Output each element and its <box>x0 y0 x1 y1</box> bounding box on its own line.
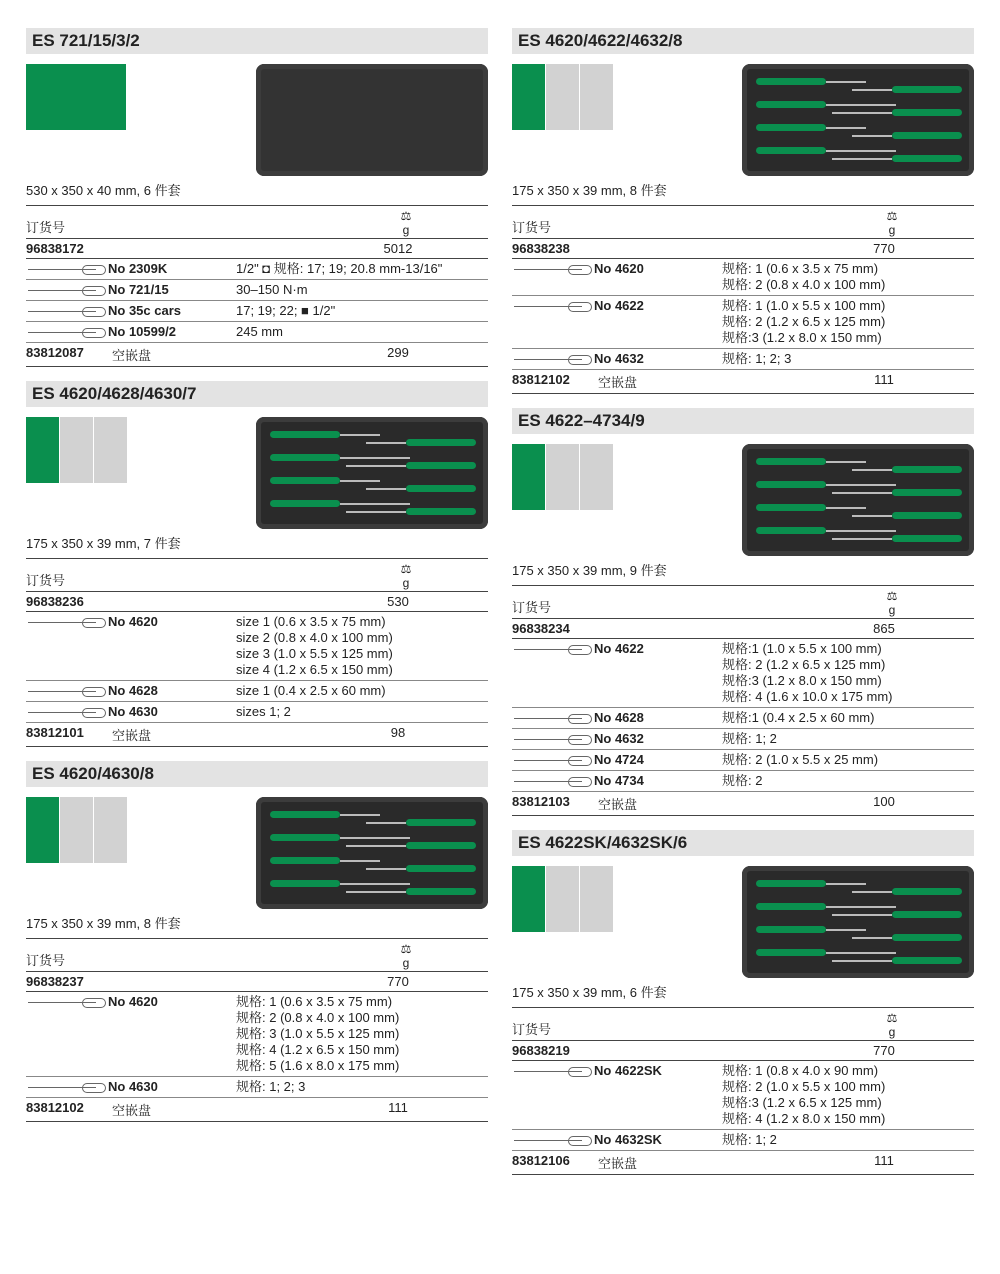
weight-value: 530 <box>387 594 409 609</box>
right-column <box>512 28 974 1189</box>
weight-value: 770 <box>387 974 409 989</box>
item-number: No 4628 <box>108 683 158 698</box>
item-number: No 721/15 <box>108 282 169 297</box>
tray-order-number: 83812106 <box>512 1153 570 1168</box>
tray-image <box>256 64 488 176</box>
item-number: No 4620 <box>594 261 644 276</box>
product-visual <box>26 417 488 552</box>
section-title: ES 4620/4622/4632/8 <box>512 28 974 54</box>
screwdriver-icon <box>26 614 108 630</box>
item-row <box>512 750 974 771</box>
weight-column <box>882 209 902 237</box>
item-spec: 30–150 N·m <box>236 282 308 297</box>
item-row <box>512 296 974 349</box>
product-section <box>26 28 488 367</box>
item-number: No 4632 <box>594 351 644 366</box>
product-section <box>26 381 488 747</box>
dimensions-text: 175 x 350 x 39 mm, 7 件套 <box>26 536 181 551</box>
order-number: 96838236 <box>26 594 84 609</box>
item-row <box>26 612 488 681</box>
item-number: No 4620 <box>108 614 158 629</box>
color-swatch <box>580 866 613 932</box>
color-swatch <box>580 444 613 510</box>
product-section <box>512 408 974 816</box>
stubby-screwdriver-icon <box>512 752 594 768</box>
tray-label: 空嵌盘 <box>112 728 152 743</box>
tray-order-number: 83812103 <box>512 794 570 809</box>
item-number: No 4724 <box>594 752 644 767</box>
dimensions-text: 175 x 350 x 39 mm, 6 件套 <box>512 985 667 1000</box>
item-spec: 规格: 1; 2 <box>722 731 777 746</box>
weight-unit: g <box>402 223 410 237</box>
product-visual <box>512 64 974 199</box>
item-row <box>512 729 974 750</box>
item-spec: 规格:1 (0.4 x 2.5 x 60 mm) <box>722 710 875 725</box>
weight-unit: g <box>402 576 410 590</box>
stubby-screwdriver-icon <box>512 773 594 789</box>
color-swatch <box>94 797 127 863</box>
item-spec: 规格: 1 (0.6 x 3.5 x 75 mm) 规格: 2 (0.8 x 4.0 x 100 mm) 规格: 3 (1.0 x 5.5 x 125 mm) 规格: 4 (1.2 x 6.5 x 150 mm) 规格: 5 (1.6 x 8.0 x 175 mm) <box>236 994 400 1073</box>
table-header <box>26 938 488 972</box>
tray-label: 空嵌盘 <box>598 797 638 812</box>
color-swatch <box>512 444 545 510</box>
dimensions-text: 175 x 350 x 39 mm, 9 件套 <box>512 563 667 578</box>
item-row <box>512 349 974 370</box>
order-number-label: 订货号 <box>26 573 66 588</box>
weight-column <box>882 1011 902 1039</box>
screwdriver-icon <box>512 641 594 657</box>
table-header <box>26 558 488 592</box>
empty-tray-row <box>26 343 488 367</box>
item-spec: 规格:1 (1.0 x 5.5 x 100 mm) 规格: 2 (1.2 x 6.5 x 125 mm) 规格:3 (1.2 x 8.0 x 150 mm) 规格: 4 (1.6 x 10.0 x 175 mm) <box>722 641 893 704</box>
tray-order-number: 83812102 <box>512 372 570 387</box>
order-number: 96838172 <box>26 241 84 256</box>
item-number: No 4632SK <box>594 1132 662 1147</box>
color-swatch <box>60 797 93 863</box>
color-swatch <box>546 444 579 510</box>
item-row <box>26 1077 488 1098</box>
item-number: No 10599/2 <box>108 324 176 339</box>
empty-tray-row <box>512 1151 974 1175</box>
item-spec: 规格: 2 <box>722 773 763 788</box>
item-spec: size 1 (0.6 x 3.5 x 75 mm) size 2 (0.8 x 4.0 x 100 mm) size 3 (1.0 x 5.5 x 125 mm) size 4 (1.2 x 6.5 x 150 mm) <box>236 614 393 677</box>
product-visual <box>512 444 974 579</box>
item-spec: size 1 (0.4 x 2.5 x 60 mm) <box>236 683 386 698</box>
order-number-label: 订货号 <box>512 600 552 615</box>
item-spec: 245 mm <box>236 324 283 339</box>
item-number: No 4622 <box>594 298 644 313</box>
color-swatch <box>546 64 579 130</box>
tray-order-number: 83812102 <box>26 1100 84 1115</box>
tray-image <box>256 417 488 529</box>
color-swatch <box>580 64 613 130</box>
item-row <box>26 259 488 280</box>
item-number: No 4628 <box>594 710 644 725</box>
order-number: 96838238 <box>512 241 570 256</box>
tray-order-number: 83812101 <box>26 725 84 740</box>
product-section <box>512 830 974 1175</box>
product-visual <box>26 797 488 932</box>
item-number: No 2309K <box>108 261 168 276</box>
item-spec: 规格: 1; 2; 3 <box>236 1079 306 1094</box>
torque-wrench-icon <box>26 282 108 298</box>
screwdriver-icon <box>26 994 108 1010</box>
item-number: No 4630 <box>108 704 158 719</box>
item-spec: 17; 19; 22; ■ 1/2" <box>236 303 336 318</box>
weight-unit: g <box>888 603 896 617</box>
empty-tray-row <box>26 1098 488 1122</box>
tray-order-number: 83812087 <box>26 345 84 360</box>
item-row <box>26 301 488 322</box>
screwdriver-icon <box>26 1079 108 1095</box>
section-title: ES 4622SK/4632SK/6 <box>512 830 974 856</box>
item-number: No 4734 <box>594 773 644 788</box>
weight-value: 770 <box>873 241 895 256</box>
order-number-label: 订货号 <box>512 1022 552 1037</box>
weight-unit: g <box>402 956 410 970</box>
empty-tray-row <box>512 792 974 816</box>
socket-icon <box>26 261 108 277</box>
screwdriver-icon <box>26 683 108 699</box>
item-number: No 4622SK <box>594 1063 662 1078</box>
order-number-label: 订货号 <box>26 220 66 235</box>
item-spec: sizes 1; 2 <box>236 704 291 719</box>
order-number: 96838219 <box>512 1043 570 1058</box>
item-number: No 35c cars <box>108 303 181 318</box>
main-order-row <box>512 619 974 639</box>
main-order-row <box>512 239 974 259</box>
screwdriver-icon <box>512 1132 594 1148</box>
main-order-row <box>512 1041 974 1061</box>
color-swatch <box>26 64 126 130</box>
section-title: ES 4620/4628/4630/7 <box>26 381 488 407</box>
rivet-plier-icon <box>26 324 108 340</box>
item-spec: 规格: 1 (0.8 x 4.0 x 90 mm) 规格: 2 (1.0 x 5.5 x 100 mm) 规格:3 (1.2 x 6.5 x 125 mm) 规格: 4 (1.2 x 8.0 x 150 mm) <box>722 1063 886 1126</box>
scale-icon: ⚖ <box>400 209 412 223</box>
weight-unit: g <box>888 1025 896 1039</box>
tray-label: 空嵌盘 <box>598 375 638 390</box>
item-row <box>26 681 488 702</box>
item-row <box>512 259 974 296</box>
scale-icon: ⚖ <box>886 1011 898 1025</box>
item-row <box>26 322 488 343</box>
tray-weight: 111 <box>874 1153 894 1168</box>
item-number: No 4622 <box>594 641 644 656</box>
order-number-label: 订货号 <box>26 953 66 968</box>
weight-value: 770 <box>873 1043 895 1058</box>
section-title: ES 4620/4630/8 <box>26 761 488 787</box>
color-swatch <box>26 797 59 863</box>
color-swatch <box>546 866 579 932</box>
item-number: No 4620 <box>108 994 158 1009</box>
color-swatch <box>512 64 545 130</box>
product-visual <box>512 866 974 1001</box>
item-row <box>26 702 488 723</box>
item-spec: 1/2" ◘ 规格: 17; 19; 20.8 mm-13/16" <box>236 261 443 276</box>
color-swatch <box>60 417 93 483</box>
cross-wrench-icon <box>26 303 108 319</box>
product-section <box>26 761 488 1122</box>
screwdriver-icon <box>26 704 108 720</box>
weight-column <box>882 589 902 617</box>
tray-label: 空嵌盘 <box>112 348 152 363</box>
screwdriver-icon <box>512 298 594 314</box>
tray-weight: 299 <box>387 345 409 360</box>
weight-value: 865 <box>873 621 895 636</box>
scale-icon: ⚖ <box>400 562 412 576</box>
tray-image <box>742 444 974 556</box>
tray-label: 空嵌盘 <box>112 1103 152 1118</box>
table-header <box>26 205 488 239</box>
tray-image <box>742 64 974 176</box>
scale-icon: ⚖ <box>886 589 898 603</box>
color-swatch <box>512 866 545 932</box>
item-spec: 规格: 1; 2 <box>722 1132 777 1147</box>
weight-unit: g <box>888 223 896 237</box>
color-swatch <box>26 417 59 483</box>
section-title: ES 721/15/3/2 <box>26 28 488 54</box>
screwdriver-icon <box>512 731 594 747</box>
item-spec: 规格: 2 (1.0 x 5.5 x 25 mm) <box>722 752 879 767</box>
item-row <box>512 708 974 729</box>
item-number: No 4632 <box>594 731 644 746</box>
empty-tray-row <box>512 370 974 394</box>
order-number-label: 订货号 <box>512 220 552 235</box>
item-row <box>26 280 488 301</box>
screwdriver-icon <box>512 1063 594 1079</box>
weight-value: 5012 <box>383 241 413 256</box>
weight-column <box>396 562 416 590</box>
item-row <box>512 771 974 792</box>
section-title: ES 4622–4734/9 <box>512 408 974 434</box>
item-spec: 规格: 1; 2; 3 <box>722 351 792 366</box>
dimensions-text: 175 x 350 x 39 mm, 8 件套 <box>512 183 667 198</box>
table-header <box>512 585 974 619</box>
tray-weight: 111 <box>388 1100 408 1115</box>
tray-image <box>256 797 488 909</box>
main-order-row <box>26 592 488 612</box>
item-row <box>26 992 488 1077</box>
screwdriver-icon <box>512 351 594 367</box>
main-order-row <box>26 239 488 259</box>
left-column <box>26 28 488 1136</box>
product-visual <box>26 64 488 199</box>
tray-weight: 111 <box>874 372 894 387</box>
item-row <box>512 1061 974 1130</box>
table-header <box>512 205 974 239</box>
main-order-row <box>26 972 488 992</box>
item-row <box>512 1130 974 1151</box>
weight-column <box>396 209 416 237</box>
dimensions-text: 530 x 350 x 40 mm, 6 件套 <box>26 183 181 198</box>
tray-weight: 100 <box>873 794 895 809</box>
weight-column <box>396 942 416 970</box>
scale-icon: ⚖ <box>400 942 412 956</box>
table-header <box>512 1007 974 1041</box>
scale-icon: ⚖ <box>886 209 898 223</box>
order-number: 96838234 <box>512 621 570 636</box>
item-spec: 规格: 1 (1.0 x 5.5 x 100 mm) 规格: 2 (1.2 x 6.5 x 125 mm) 规格:3 (1.2 x 8.0 x 150 mm) <box>722 298 886 345</box>
item-spec: 规格: 1 (0.6 x 3.5 x 75 mm) 规格: 2 (0.8 x 4.0 x 100 mm) <box>722 261 886 292</box>
color-swatch <box>94 417 127 483</box>
item-row <box>512 639 974 708</box>
item-number: No 4630 <box>108 1079 158 1094</box>
tray-image <box>742 866 974 978</box>
dimensions-text: 175 x 350 x 39 mm, 8 件套 <box>26 916 181 931</box>
tray-label: 空嵌盘 <box>598 1156 638 1171</box>
order-number: 96838237 <box>26 974 84 989</box>
product-section <box>512 28 974 394</box>
tray-weight: 98 <box>390 725 406 740</box>
screwdriver-icon <box>512 261 594 277</box>
empty-tray-row <box>26 723 488 747</box>
screwdriver-icon <box>512 710 594 726</box>
